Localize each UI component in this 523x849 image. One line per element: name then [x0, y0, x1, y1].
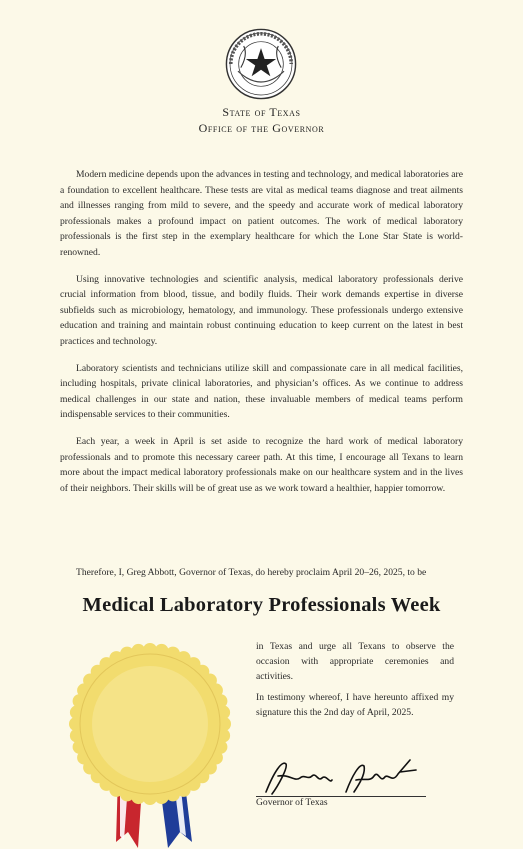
- proclamation-line: Therefore, I, Greg Abbott, Governor of Texas, do hereby proclaim April 20–26, 2025, to be: [76, 567, 427, 578]
- governor-signature: [260, 752, 420, 800]
- office-heading: Office of the Governor: [198, 121, 325, 135]
- proclamation-body: [60, 167, 463, 507]
- paragraph-2: Using innovative technologies and scientific analysis, medical laboratory professionals derive crucial information from blood, tissue, and bodily fluids. Their work demands expertise in diverse subfields such as microbiology, hematology, and immunology. These professionals undergo extensive education and training and maintain robust continuing education to keep current on the latest in best practices and technology.: [60, 273, 463, 347]
- testimony-text: In testimony whereof, I have hereunto affixed my signature this the 2nd day of April, 2025.: [256, 692, 454, 718]
- week-title: Medical Laboratory Professionals Week: [82, 594, 441, 616]
- paragraph-3: Laboratory scientists and technicians utilize skill and compassionate care in all medical facilities, including hospitals, private clinical laboratories, and physician’s offices. As we continue to address medical challenges in our state and nation, these invaluable members of medical teams perform indispensable services to their communities.: [60, 362, 463, 421]
- governor-title: Governor of Texas: [256, 797, 328, 808]
- paragraph-4: Each year, a week in April is set aside to recognize the hard work of medical laboratory professionals and to promote this necessary career path. At this time, I encourage all Texans to learn more about the impact medical laboratory professionals make on our healthcare system and in the lives of their neighbors. Their skills will be of great use as we work toward a healthier, happier tomorrow.: [60, 435, 463, 494]
- observe-text: in Texas and urge all Texans to observe the occasion with appropriate ceremonies and activities.: [256, 641, 454, 682]
- state-heading: State of Texas: [222, 105, 301, 119]
- texas-state-seal: [225, 28, 297, 100]
- paragraph-1: Modern medicine depends upon the advances in testing and technology, and medical laboratories are a foundation to excellent healthcare. These tests are vital as medical teams diagnose and treat ailments and illnesses ranging from mild to severe, and the speedy and accurate work of medical laboratory professionals makes a profound impact on patient outcomes. The work of medical laboratory professionals is the first step in the exemplary healthcare for which the Lone Star State is world-renowned.: [60, 169, 463, 258]
- gold-ribbon-seal: [60, 636, 240, 848]
